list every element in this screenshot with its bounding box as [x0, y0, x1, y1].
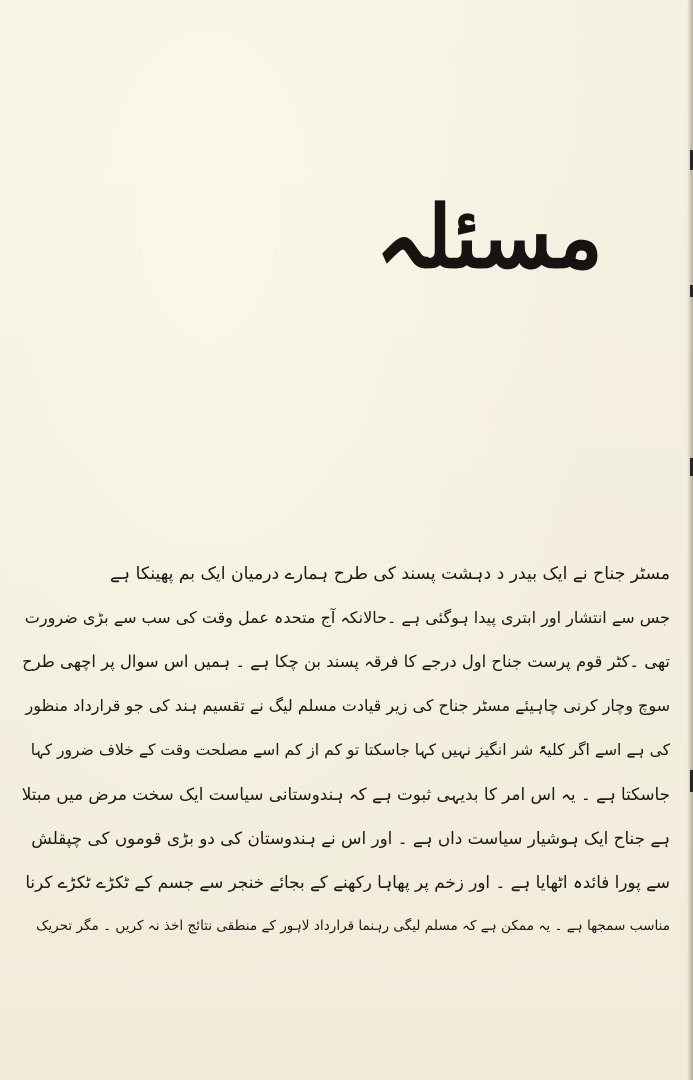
text-line: مناسب سمجھا ہے ۔ یہ ممکن ہے کہ مسلم لیگی رہنما قرارداد لاہور کے منطقی نتائج اخذ نہ کریں ۔ مگر تحریک [36, 918, 670, 934]
text-line: سوچ وچار کرنی چاہیئے مسٹر جناح کی زیر قیادت مسلم لیگ نے تقسیم ہند کی جو قرارداد منظور [25, 696, 670, 715]
text-line: کی ہے اسے اگر کلیۃً شر انگیز نہیں کہا جاسکتا تو کم از کم اسے مصلحت وقت کے خلاف ضرور کہا [30, 741, 670, 759]
text-line: جاسکتا ہے ۔ یہ اس امر کا بدیہی ثبوت ہے کہ ہندوستانی سیاست ایک سخت مرض میں مبتلا [22, 784, 670, 804]
text-line: جس سے انتشار اور ابتری پیدا ہوگئی ہے ۔حالانکہ آج متحدہ عمل وقت کی سب سے بڑی ضرورت [24, 608, 670, 627]
chapter-title: مسئلہ [375, 187, 603, 288]
text-line: ہے جناح ایک ہوشیار سیاست داں ہے ۔ اور اس نے ہندوستان کی دو بڑی قوموں کی چپقلش [31, 828, 670, 848]
body-paragraph [22, 552, 670, 948]
text-line: سے پورا فائدہ اٹھایا ہے ۔ اور زخم پر پھاہا رکھنے کے بجائے خنجر سے جسم کے ٹکڑے ٹکڑے کرنا [25, 872, 670, 892]
text-line: تھی ۔کٹر قوم پرست جناح اول درجے کا فرقہ پسند بن چکا ہے ۔ ہمیں اس سوال پر اچھی طرح [22, 652, 670, 671]
text-line: مسٹر جناح نے ایک بیدر د دہشت پسند کی طرح ہمارے درمیان ایک بم پھینکا ہے [109, 564, 670, 584]
